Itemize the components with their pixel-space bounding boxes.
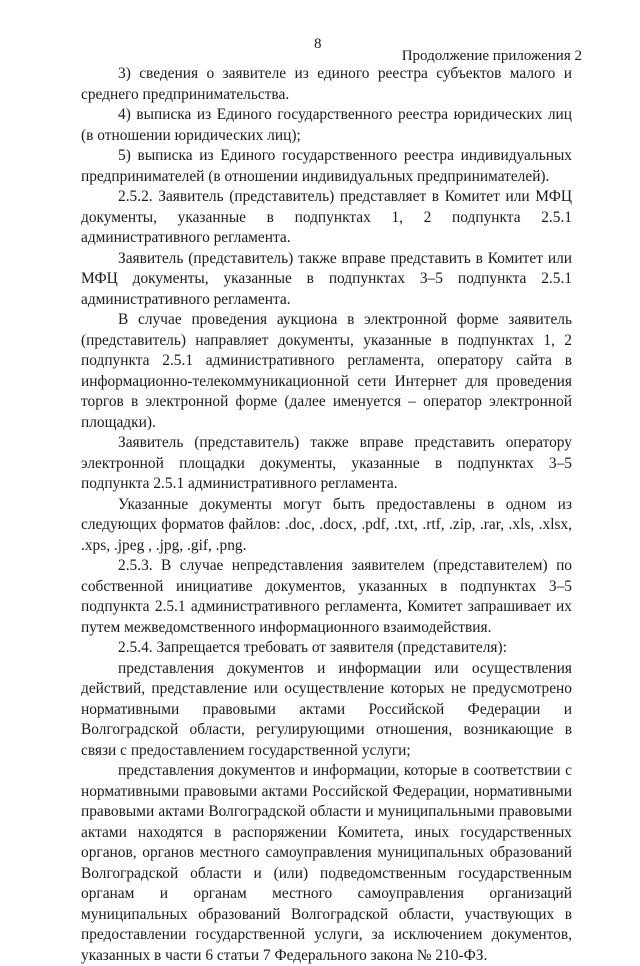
paragraph-item-3: 3) сведения о заявителе из единого реестра субъектов малого и среднего предпринимательства. bbox=[81, 65, 572, 103]
document-body bbox=[81, 64, 572, 966]
appendix-continuation-note: Продолжение приложения 2 bbox=[401, 48, 582, 64]
paragraph-prohibition-1: представления документов и информации или осуществления действий, представление или осуществление которых не предусмотрено нормативными правовыми актами Российской Федерации и Волгоградской области, регулирующими отношения, возникающие в связи с предоставлением государственной услуги; bbox=[81, 659, 572, 759]
paragraph-representative-committee: Заявитель (представитель) также вправе представить в Комитет или МФЦ документы, указанные в подпунктах 3–5 подпункта 2.5.1 административного регламента. bbox=[81, 249, 572, 308]
paragraph-file-formats: Указанные документы могут быть предоставлены в одном из следующих форматов файлов: .doc, .docx, .pdf, .txt, .rtf, .zip, .rar, .xls, .xlsx, .xps, .jpeg , .jpg, .gif, .png. bbox=[81, 495, 572, 554]
paragraph-electronic-auction: В случае проведения аукциона в электронной форме заявитель (представитель) направляет документы, указанные в подпунктах 1, 2 подпункта 2.5.1 административного регламента, оператору сайта в информационно-телекоммуникационной сети Интернет для проведения торгов в электронной форме (далее именуется – оператор электронной площадки). bbox=[81, 311, 572, 431]
paragraph-2-5-2: 2.5.2. Заявитель (представитель) представляет в Комитет или МФЦ документы, указанные в подпунктах 1, 2 подпункта 2.5.1 административного регламента. bbox=[81, 188, 572, 246]
paragraph-item-4: 4) выписка из Единого государственного реестра юридических лиц (в отношении юридических лиц); bbox=[81, 106, 572, 144]
paragraph-prohibition-2: представления документов и информации, которые в соответствии с нормативными правовыми актами Российской Федерации, нормативными правовыми актами Волгоградской области и муниципальными правовыми актами находятся в распоряжении Комитета, иных государственных органов, органов местного самоуправления муниципальных образований Волгоградской области и (или) подведомственным государственным органам и органам местного самоуправления организаций муниципальных образований Волгоградской области, участвующих в предоставлении государственной услуги, за исключением документов, указанных в части 6 статьи 7 Федерального закона № 210-ФЗ. bbox=[81, 762, 572, 964]
page-number: 8 bbox=[314, 36, 322, 52]
paragraph-representative-operator: Заявитель (представитель) также вправе представить оператору электронной площадки документы, указанные в подпунктах 3–5 подпункта 2.5.1 административного регламента. bbox=[81, 434, 572, 492]
paragraph-2-5-3: 2.5.3. В случае непредставления заявителем (представителем) по собственной инициативе документов, указанных в подпунктах 3–5 подпункта 2.5.1 административного регламента, Комитет запрашивает их путем межведомственного информационного взаимодействия. bbox=[81, 557, 572, 636]
paragraph-item-5: 5) выписка из Единого государственного реестра индивидуальных предпринимателей (в отношении индивидуальных предпринимателей). bbox=[81, 147, 572, 185]
paragraph-2-5-4: 2.5.4. Запрещается требовать от заявителя (представителя): bbox=[118, 639, 507, 656]
